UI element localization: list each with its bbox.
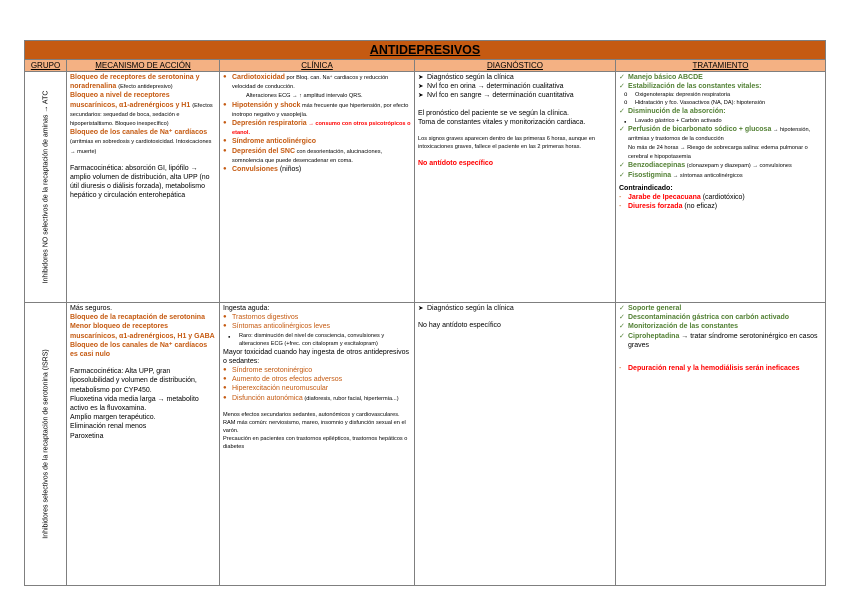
mechanism-cell-atc: [67, 72, 220, 303]
list-item: ➤ Nvl fco en orina → determinación cualitativa: [418, 82, 612, 91]
list-item: ➤ Diagnóstico según la clínica: [418, 73, 612, 82]
clinic-heading: Depresión respiratoria: [232, 120, 307, 128]
contraindicated-note: (no eficaz): [682, 203, 718, 211]
clinic-heading: Mayor toxicidad cuando hay ingesta de otros antidepresivos o sedantes:: [223, 348, 409, 365]
contraindicated-text: Diuresis forzada: [628, 203, 683, 211]
treatment-text: No más de 24 horas → Riesgo de sobrecarga salina: edema pulmonar o cerebral e hipopotasemia: [628, 145, 808, 161]
mech-text: Más seguros.: [70, 305, 113, 312]
treatment-text: → hipotensión, arritmias y trastornos de la conducción: [628, 126, 811, 142]
list-item: [223, 394, 411, 403]
list-item: [223, 384, 411, 393]
mech-text: Bloqueo de receptores de serotonina y noradrenalina: [70, 74, 200, 91]
mech-text: Bloqueo de los canales de Na⁺ cardíacos: [70, 129, 208, 137]
list-item: [223, 165, 411, 174]
row-isrs: [25, 303, 826, 586]
list-item: [619, 171, 822, 180]
clinic-heading: Hipotensión y shock: [232, 101, 301, 109]
list-item: o Hidratación y fco. Vasoactivos (NA, DA): hipotensión: [619, 99, 822, 107]
treatment-cell-isrs: [616, 303, 826, 586]
list-item: [223, 366, 411, 375]
clinic-note: RAM más común: nerviosismo, mareo, insomnio y disfunción sexual en el varón.: [223, 419, 406, 434]
group-label-isrs: Inhibidores selectivos de la recaptación de serotonina (ISRS): [42, 349, 49, 539]
clinic-note: Menos efectos secundarios sedantes, autonómicos y cardiovasculares.: [223, 411, 400, 418]
list-item: [619, 202, 822, 211]
clinic-text: Trastornos digestivos: [232, 314, 299, 322]
header-clinica: CLÍNICA: [220, 60, 415, 72]
mech-note: (arritmias en sobredosis y cardiotoxicidad. Intoxicaciones → muerte): [70, 139, 212, 155]
title-row: [25, 41, 826, 60]
treatment-cell-atc: [616, 72, 826, 303]
mech-text: Bloqueo de la recaptación de serotonina: [70, 314, 205, 322]
mech-text: Menor bloqueo de receptores muscarínicos, α1-adrenérgicos, H1 y GABA: [70, 323, 215, 340]
treatment-warning: Depuración renal y la hemodiálisis serán ineficaces: [628, 365, 800, 373]
treatment-text: → síntomas anticolinérgicos: [671, 172, 743, 179]
antidepresivos-table-sheet: [24, 40, 825, 586]
diagnosis-text: El pronóstico del paciente se ve según la clínica.: [418, 109, 569, 117]
clinic-text: Hiperexcitación neuromuscular: [232, 385, 329, 393]
treatment-text: Disminución de la absorción:: [628, 108, 726, 116]
list-item: [619, 161, 822, 170]
header-tratamiento: TRATAMIENTO: [616, 60, 826, 72]
treatment-text: Monitorización de las constantes: [628, 323, 739, 331]
list-item: [223, 101, 411, 119]
clinic-note: Precaución en pacientes con trastornos epilépticos, trastornos hepáticos o diabetes: [223, 435, 408, 450]
list-item: [223, 322, 411, 331]
list-item: [619, 73, 822, 82]
header-mecanismo: MECANISMO DE ACCIÓN: [67, 60, 220, 72]
diagnosis-cell-isrs: [415, 303, 616, 586]
pharmacokinetics-text: Paroxetina: [70, 432, 104, 440]
list-item: ● Lavado gástrico + Carbón activado: [619, 117, 822, 125]
group-cell-isrs: [25, 303, 67, 586]
list-item: [619, 193, 822, 202]
clinic-text: Alteraciones ECG → ↑ amplitud intervalo QRS.: [246, 93, 363, 100]
contraindicated-heading: Contraindicado:: [619, 184, 673, 192]
clinic-cell-isrs: [220, 303, 415, 586]
pharmacokinetics-text: Farmacocinética: Alta UPP, gran liposolubilidad y volumen de distribución, metabolismo por CYP450.: [70, 368, 197, 394]
clinic-text: Disfunción autonómica: [232, 394, 303, 402]
mech-text: Bloqueo de los canales de Na⁺ cardíacos es casi nulo: [70, 341, 208, 359]
pharmacokinetics-text: Farmacocinética: absorción GI, lipófilo → amplio volumen de distribución, alta UPP (no útil diuresis o diálisis forzada), metabolismo hepático y circulación enterohepática: [70, 164, 210, 200]
clinic-text: Síndrome serotoninérgico: [232, 367, 313, 375]
list-item: [619, 304, 822, 313]
treatment-text: Benzodiacepinas: [628, 162, 686, 170]
list-item: ➤ Diagnóstico según la clínica: [418, 304, 612, 313]
clinic-heading: Ingesta aguda:: [223, 305, 270, 312]
row-atc: [25, 72, 826, 303]
treatment-text: Descontaminación gástrica con carbón activado: [628, 314, 790, 322]
treatment-text: Manejo básico ABCDE: [628, 74, 703, 81]
clinic-text: (diaforesis, rubor facial, hipertermia...): [302, 395, 399, 402]
list-item: [223, 313, 411, 322]
diagnosis-cell-atc: [415, 72, 616, 303]
treatment-text: Ciproheptadina: [628, 332, 680, 340]
diagnosis-warning: No antídoto específico: [418, 160, 494, 168]
diagnosis-text: Los signos graves aparecen dentro de las primeras 6 horas, aunque en intoxicaciones graves, fallece el paciente en las 2 primeras horas.: [418, 136, 595, 151]
mech-text: Bloqueo a nivel de receptores muscarínicos, α1-adrenérgicos y H1: [70, 92, 191, 109]
clinic-text: por Bloq. can. Na⁺ cardiacos y reducción velocidad de conducción.: [232, 75, 389, 91]
list-item: [619, 313, 822, 322]
clinic-heading: Cardiotoxicidad: [232, 74, 285, 81]
contraindicated-text: Jarabe de Ipecacuana: [628, 194, 701, 202]
header-grupo: GRUPO: [25, 60, 67, 72]
clinic-text: con desorientación, alucinaciones, somnolencia que puede desencadenar en coma.: [232, 148, 383, 164]
list-item: [619, 322, 822, 331]
header-row: [25, 60, 826, 72]
group-label-atc: Inhibidores NO selectivos de la recaptación de aminas → ATC: [42, 90, 49, 284]
treatment-text: (clonazepam y diazepam) → convulsiones: [685, 163, 792, 170]
list-item: [223, 375, 411, 384]
pharmacokinetics-text: Fluoxetina vida media larga → metabolito activo es la fluvoxamina.: [70, 395, 199, 413]
pharmacokinetics-text: Amplio margen terapéutico.: [70, 414, 156, 422]
list-item: [619, 82, 822, 91]
list-item: [223, 119, 411, 137]
list-item: [619, 364, 822, 373]
clinic-heading: Síndrome anticolinérgico: [232, 138, 317, 146]
mechanism-cell-isrs: [67, 303, 220, 586]
contraindicated-note: (cardiotóxico): [700, 194, 745, 202]
antidepresivos-table: [24, 40, 826, 586]
diagnosis-text: No hay antídoto específico: [418, 322, 501, 330]
list-item: [619, 332, 822, 350]
treatment-text: Perfusión de bicarbonato sódico + glucosa: [628, 125, 772, 133]
list-item: ➤ Nvl fco en sangre → determinación cuantitativa: [418, 91, 612, 100]
clinic-text: → consumo con otros psicotrópicos o etanol.: [232, 121, 411, 137]
mech-note: (Efecto antidepresivo): [118, 84, 173, 91]
list-item: [619, 107, 822, 116]
treatment-text: → tratar síndrome serotoninérgico en casos graves: [628, 332, 818, 349]
treatment-text: Fisostigmina: [628, 171, 672, 179]
clinic-text: Síntomas anticolinérgicos leves: [232, 323, 331, 331]
list-item: [223, 147, 411, 165]
clinic-cell-atc: [220, 72, 415, 303]
treatment-text: Soporte general: [628, 305, 682, 312]
list-item: ● Raro: disminución del nivel de consciencia, convulsiones y alteraciones ECG (+frec. con citalopram y escitalopram): [223, 332, 411, 348]
clinic-text: Aumento de otros efectos adversos: [232, 376, 343, 384]
diagnosis-text: Toma de constantes vitales y monitorización cardiaca.: [418, 118, 586, 126]
group-cell-atc: [25, 72, 67, 303]
mech-note: (Efectos secundarios: sequedad de boca, sedación e hipoperistaltismo. Bloqueo inespecífico): [70, 102, 213, 128]
clinic-heading: Convulsiones: [232, 166, 278, 174]
table-title: ANTIDEPRESIVOS: [25, 41, 826, 60]
header-diagnostico: DIAGNÓSTICO: [415, 60, 616, 72]
clinic-heading: Depresión del SNC: [232, 147, 296, 155]
list-item: [223, 137, 411, 146]
treatment-text: Estabilización de las constantes vitales:: [628, 83, 762, 91]
list-item: [223, 73, 411, 101]
list-item: [619, 125, 822, 162]
pharmacokinetics-text: Eliminación renal menos: [70, 423, 147, 431]
clinic-text: más frecuente que hipertensión, por efecto inotropo negativo y vasoplejía.: [232, 102, 409, 118]
list-item: o Oxigenoterapia: depresión respiratoria: [619, 91, 822, 99]
clinic-text: (niños): [277, 166, 302, 174]
